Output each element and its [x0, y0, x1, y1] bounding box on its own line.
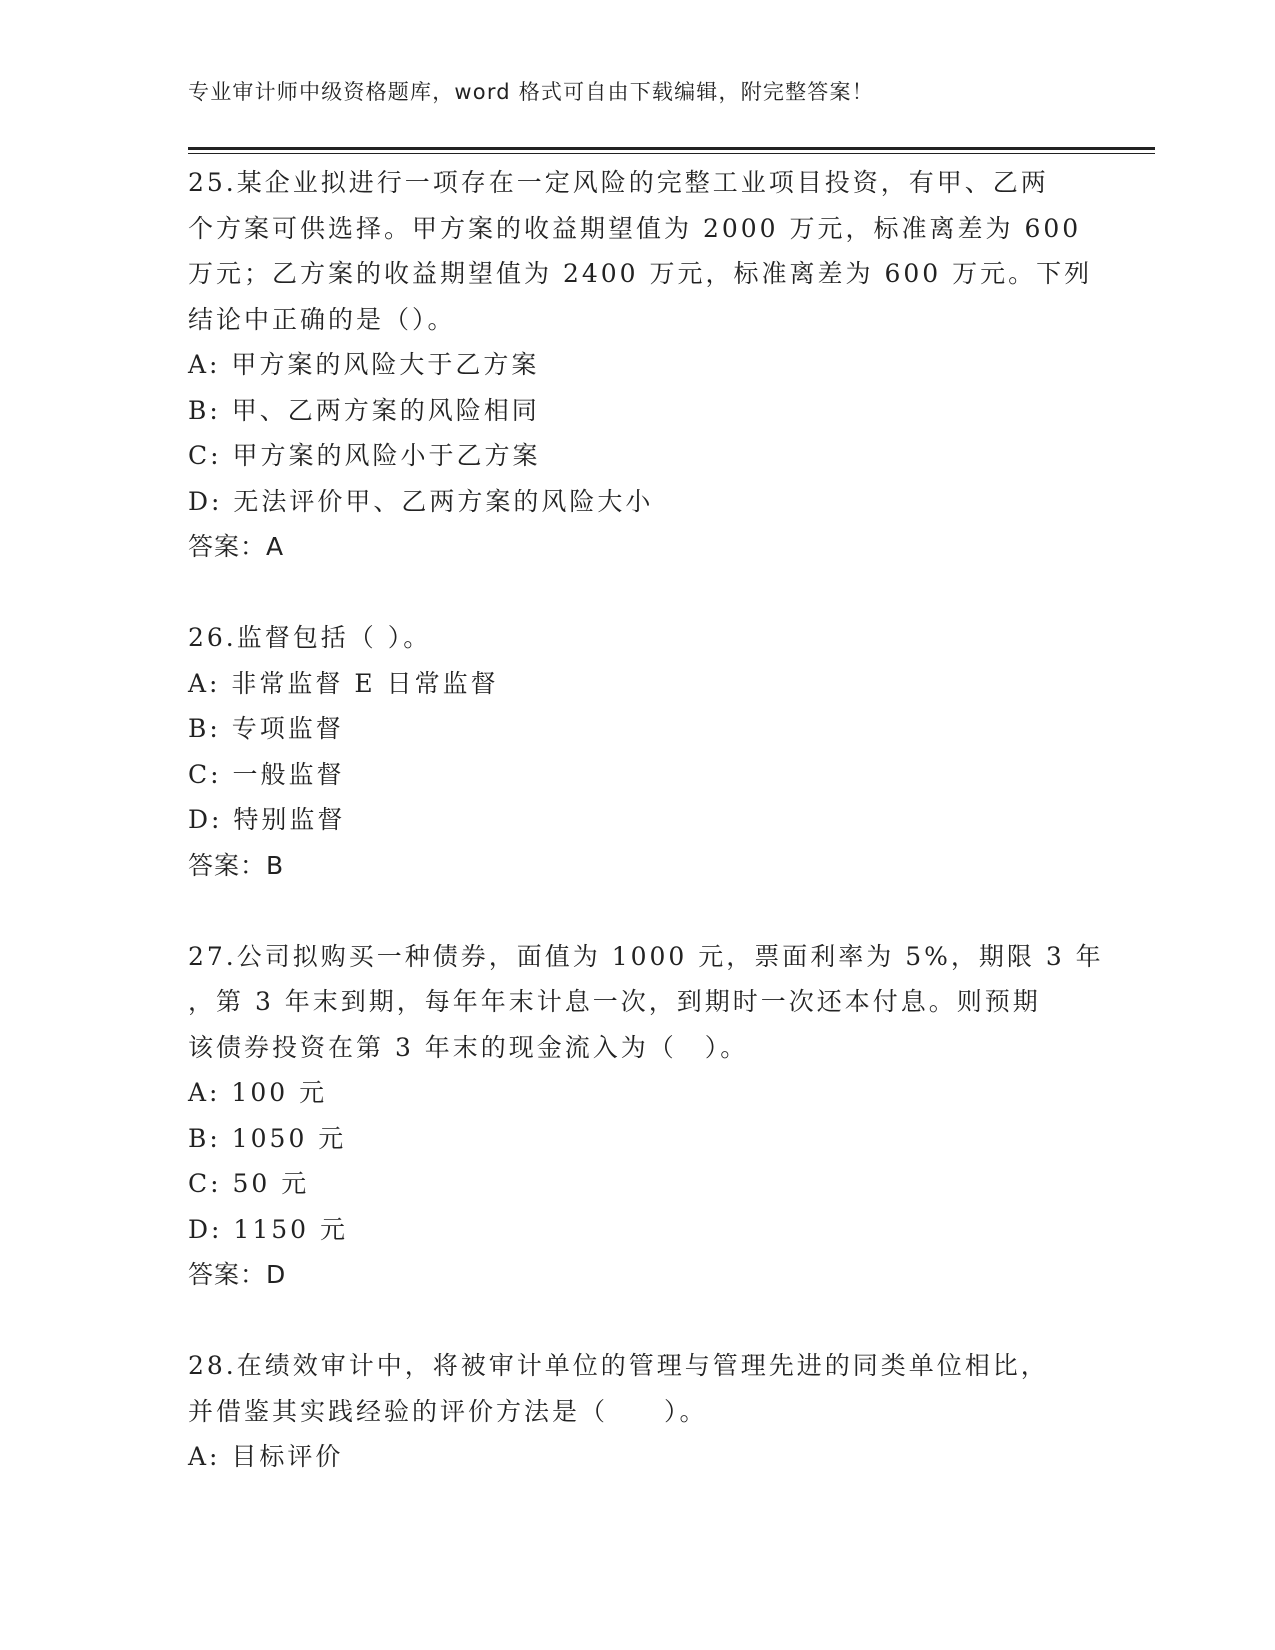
option-d: D: 特别监督	[188, 805, 346, 834]
option-a: A: 目标评价	[188, 1442, 344, 1471]
answer-line: 答案：A	[188, 532, 285, 561]
option-a: A: 甲方案的风险大于乙方案	[188, 350, 540, 379]
page-header: 专业审计师中级资格题库，word 格式可自由下载编辑，附完整答案！	[188, 80, 874, 104]
question-stem-line: 并借鉴其实践经验的评价方法是（ ）。	[188, 1396, 708, 1426]
question-stem-line: 27.公司拟购买一种债券，面值为 1000 元，票面利率为 5%，期限 3 年	[188, 941, 1104, 971]
option-d: D: 1150 元	[188, 1214, 348, 1244]
answer-line: 答案：B	[188, 850, 285, 880]
question-26	[188, 615, 1088, 888]
option-b: B: 专项监督	[188, 714, 344, 743]
answer-line: 答案：D	[188, 1260, 287, 1289]
option-d: D: 无法评价甲、乙两方案的风险大小	[188, 486, 654, 516]
question-stem-line: 个方案可供选择。甲方案的收益期望值为 2000 万元，标准离差为 600	[188, 213, 1082, 243]
question-27	[188, 934, 1104, 1298]
option-a: A: 100 元	[188, 1078, 328, 1107]
option-a: A: 非常监督 E 日常监督	[188, 668, 499, 698]
question-stem-line: 该债券投资在第 3 年末的现金流入为（ ）。	[188, 1032, 749, 1062]
option-c: C: 甲方案的风险小于乙方案	[188, 441, 541, 470]
option-c: C: 一般监督	[188, 759, 345, 789]
header-rule-thin	[188, 153, 1155, 154]
question-stem-line: 万元；乙方案的收益期望值为 2400 万元，标准离差为 600 万元。下列	[188, 259, 1093, 288]
option-b: B: 甲、乙两方案的风险相同	[188, 395, 540, 425]
question-stem-line: 结论中正确的是（）。	[188, 304, 456, 334]
header-rule-thick	[188, 147, 1155, 150]
question-25	[188, 160, 1093, 570]
option-b: B: 1050 元	[188, 1123, 347, 1153]
question-stem-line: 25.某企业拟进行一项存在一定风险的完整工业项目投资，有甲、乙两	[188, 168, 1049, 197]
question-stem-line: ，第 3 年末到期，每年年末计息一次，到期时一次还本付息。则预期	[188, 987, 1041, 1016]
question-stem-line: 26.监督包括（ ）。	[188, 623, 432, 652]
option-c: C: 50 元	[188, 1169, 310, 1198]
question-28	[188, 1343, 1088, 1480]
question-stem-line: 28.在绩效审计中，将被审计单位的管理与管理先进的同类单位相比，	[188, 1351, 1049, 1380]
question-list	[188, 160, 1104, 1480]
